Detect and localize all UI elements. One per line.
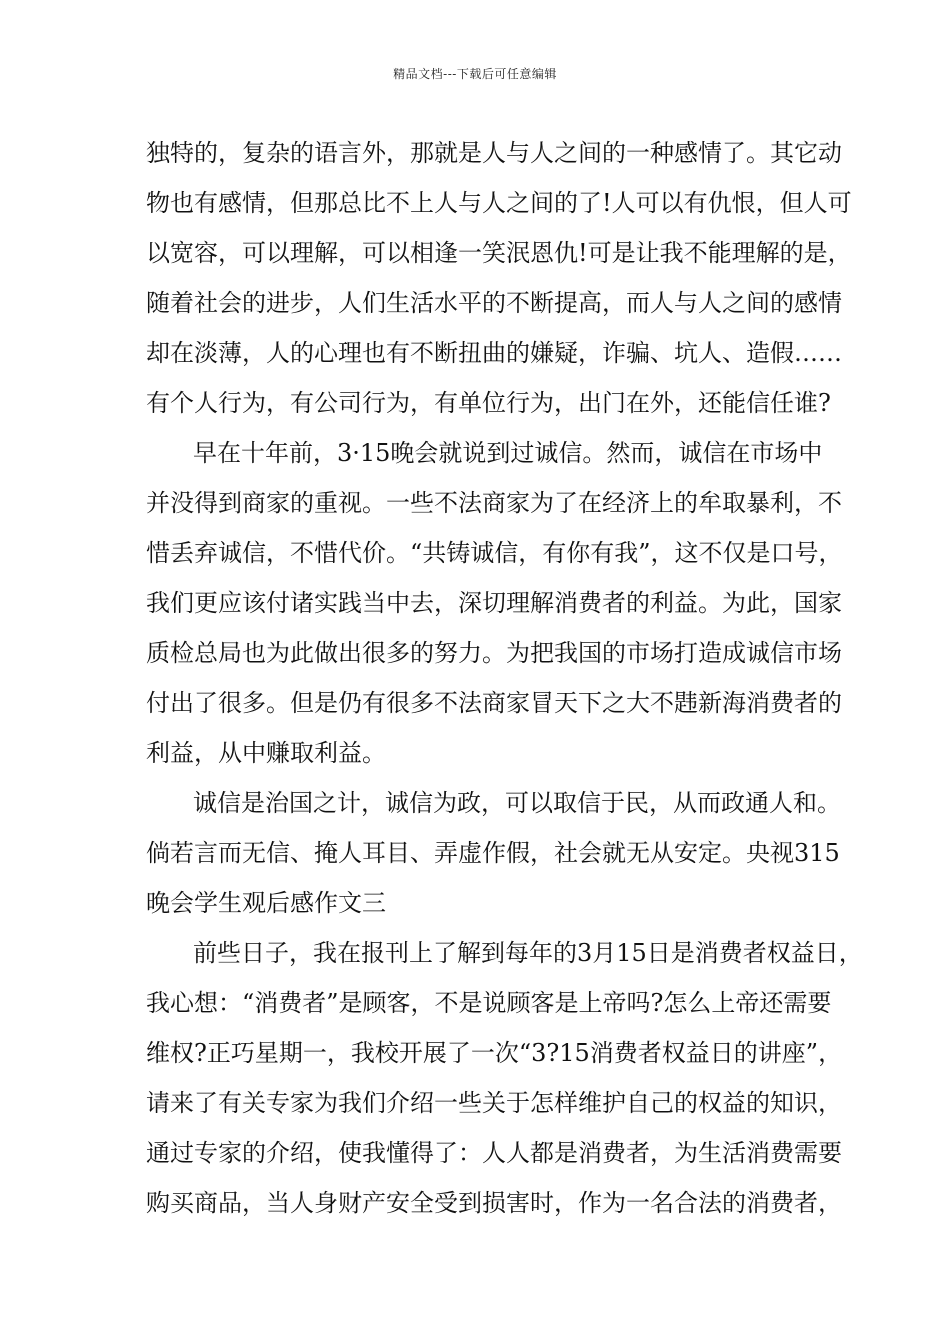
text-line: 倘若言而无信、掩人耳目、弄虚作假，社会就无从安定。央视315 <box>146 839 840 867</box>
text-line: 质检总局也为此做出很多的努力。为把我国的市场打造成诚信市场 <box>146 639 842 667</box>
text-line: 随着社会的进步，人们生活水平的不断提高，而人与人之间的感情 <box>146 289 842 317</box>
text-line: 请来了有关专家为我们介绍一些关于怎样维护自己的权益的知识， <box>146 1089 842 1117</box>
paragraph-start-line: 前些日子，我在报刊上了解到每年的3月15日是消费者权益日， <box>193 939 863 967</box>
document-body <box>146 128 863 1228</box>
text-line: 维权?正巧星期一，我校开展了一次“3?15消费者权益日的讲座”， <box>146 1039 843 1067</box>
text-line: 付出了很多。但是仍有很多不法商家冒天下之大不韪新海消费者的 <box>146 689 842 717</box>
paragraph-start-line: 早在十年前，3·15晚会就说到过诚信。然而，诚信在市场中 <box>193 439 823 467</box>
text-line: 却在淡薄，人的心理也有不断扭曲的嫌疑，诈骗、坑人、造假…… <box>146 339 842 367</box>
text-line: 我们更应该付诸实践当中去，深切理解消费者的利益。为此，国家 <box>146 589 842 617</box>
text-line: 以宽容，可以理解，可以相逢一笑泯恩仇!可是让我不能理解的是， <box>146 239 852 267</box>
text-line: 通过专家的介绍，使我懂得了：人人都是消费者，为生活消费需要 <box>146 1139 842 1167</box>
page-header: 精品文档---下载后可任意编辑 <box>393 67 557 81</box>
text-line: 并没得到商家的重视。一些不法商家为了在经济上的牟取暴利，不 <box>146 489 842 517</box>
text-line: 惜丢弃诚信，不惜代价。“共铸诚信，有你有我”，这不仅是口号， <box>146 539 843 567</box>
text-line: 物也有感情，但那总比不上人与人之间的了!人可以有仇恨，但人可 <box>146 189 852 217</box>
text-line: 我心想：“消费者”是顾客，不是说顾客是上帝吗?怎么上帝还需要 <box>146 989 832 1017</box>
text-line: 有个人行为，有公司行为，有单位行为，出门在外，还能信任谁? <box>146 389 831 417</box>
text-line: 利益，从中赚取利益。 <box>146 739 386 767</box>
text-line: 晚会学生观后感作文三 <box>146 889 386 917</box>
text-line: 独特的，复杂的语言外，那就是人与人之间的一种感情了。其它动 <box>146 139 842 167</box>
text-line: 购买商品，当人身财产安全受到损害时，作为一名合法的消费者， <box>146 1189 842 1217</box>
paragraph-start-line: 诚信是治国之计，诚信为政，可以取信于民，从而政通人和。 <box>193 789 841 817</box>
